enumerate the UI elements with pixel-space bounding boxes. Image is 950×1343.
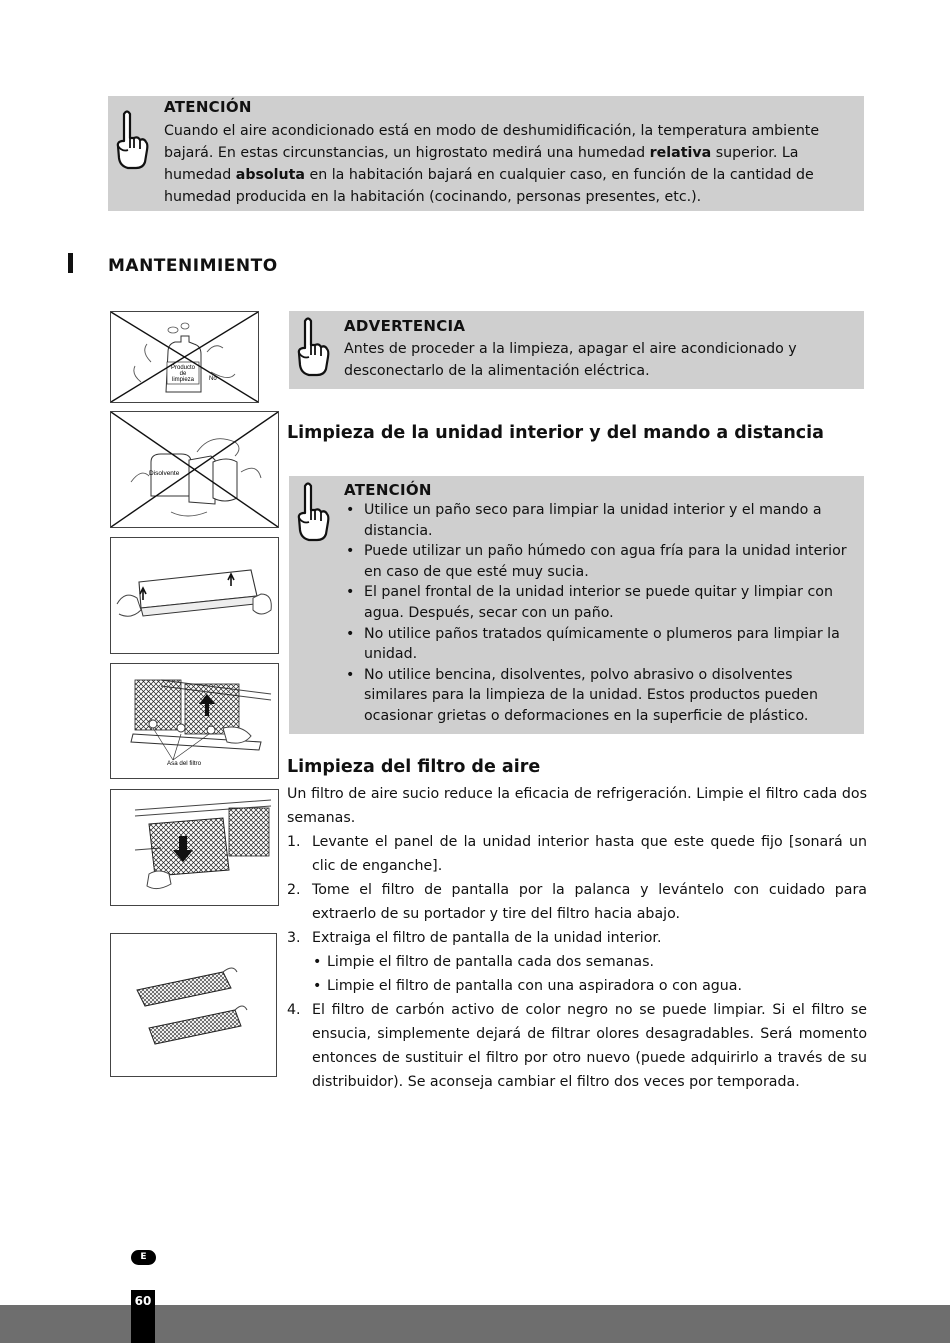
pointing-hand-icon [295, 315, 331, 381]
figure-pull-filter-down [110, 789, 279, 906]
warning-box [289, 311, 864, 389]
figure-filter-handle [110, 663, 279, 779]
steps-list [287, 998, 867, 1094]
list-item: • No utilice paños tratados químicamente o plumeros para limpiar la unidad. [344, 624, 854, 665]
substep-item: • Limpie el filtro de pantalla cada dos semanas. [287, 950, 867, 974]
list-item: • Puede utilizar un paño húmedo con agua fría para la unidad interior en caso de que esté muy sucia. [344, 541, 854, 582]
list-item: • El panel frontal de la unidad interior se puede quitar y limpiar con agua. Después, secar con un paño. [344, 582, 854, 623]
attention-bold-absolute: absoluta [235, 167, 305, 183]
list-item: • Utilice un paño seco para limpiar la unidad interior y el mando a distancia. [344, 500, 854, 541]
attention-title: ATENCIÓN [344, 481, 432, 499]
step-number: 2. [287, 882, 301, 898]
figure-label: Asa del filtro [167, 760, 202, 767]
language-badge: E [131, 1250, 156, 1265]
figure-illustration [111, 934, 276, 1076]
step-number: 3. [287, 930, 301, 946]
step-text: El filtro de carbón activo de color negro no se puede limpiar. Si el filtro se ensucia, simplemente dejará de filtrar olores desagradables. Será momento entonces de sustituir el filtro por otro nuevo (puede adquirirlo a través de su distribuidor). Se aconseja cambiar el filtro dos veces por temporada. [312, 1002, 867, 1090]
step-number: 1. [287, 834, 301, 850]
page-number: 60 [134, 1294, 152, 1308]
step-item [287, 878, 867, 926]
steps-list [287, 830, 867, 950]
step-number: 4. [287, 1002, 301, 1018]
figure-label: limpieza [171, 377, 195, 383]
substep-item: • Limpie el filtro de pantalla con una aspiradora o con agua. [287, 974, 867, 998]
step-item [287, 998, 867, 1094]
section-marker [68, 253, 73, 273]
warning-title: ADVERTENCIA [344, 317, 466, 335]
subsection-title-air-filter: Limpieza del filtro de aire [287, 757, 541, 777]
figure-filter-cleaning [110, 933, 277, 1077]
figure-illustration [111, 412, 278, 527]
figure-no-solvent [110, 411, 279, 528]
pointing-hand-icon [295, 480, 331, 546]
step-item [287, 830, 867, 878]
figure-illustration [111, 312, 258, 402]
figure-illustration [111, 538, 278, 653]
attention-title: ATENCIÓN [164, 98, 252, 116]
figure-illustration [111, 664, 278, 778]
intro-paragraph: Un filtro de aire sucio reduce la eficacia de refrigeración. Limpie el filtro cada dos semanas. [287, 786, 867, 826]
subsection-title-indoor-unit: Limpieza de la unidad interior y del mando a distancia [287, 423, 824, 443]
attention-text-part: en la habitación bajará en cualquier caso, en función de la cantidad de humedad producida en la habitación (cocinando, personas presentes, etc.). [164, 167, 814, 205]
attention-text-part: superior. La humedad [164, 145, 799, 183]
attention-box-dehumidification [108, 96, 864, 211]
step-item [287, 926, 867, 950]
attention-bold-relative: relativa [649, 145, 712, 161]
figure-illustration [111, 790, 278, 905]
section-title: MANTENIMIENTO [108, 256, 278, 276]
attention-list [344, 500, 854, 727]
attention-text [164, 120, 854, 208]
figure-label: de [179, 371, 187, 377]
step-text: Tome el filtro de pantalla por la palanca y levántelo con cuidado para extraerlo de su portador y tire del filtro hacia abajo. [312, 882, 867, 922]
attention-text-part: Cuando el aire acondicionado está en modo de deshumidificación, la temperatura ambiente bajará. En estas circunstancias, un higrostato medirá una humedad [164, 123, 820, 161]
figure-label: Disolvente [149, 470, 180, 477]
warning-text: Antes de proceder a la limpieza, apagar el aire acondicionado y desconectarlo de la alimentación eléctrica. [344, 341, 797, 379]
attention-box-cleaning [289, 476, 864, 734]
figure-label: No [209, 376, 217, 382]
air-filter-instructions [287, 782, 867, 1094]
figure-no-cleaning-product [110, 311, 259, 403]
figure-label: Producto [170, 365, 196, 371]
pointing-hand-icon [114, 108, 150, 174]
step-text: Levante el panel de la unidad interior hasta que este quede fijo [sonará un clic de enganche]. [312, 834, 867, 874]
step-text: Extraiga el filtro de pantalla de la unidad interior. [312, 930, 662, 946]
list-item: • No utilice bencina, disolventes, polvo abrasivo o disolventes similares para la limpieza de la unidad. Estos productos pueden ocasionar grietas o deformaciones en la superficie de plástico. [344, 665, 854, 727]
figure-lift-front-panel [110, 537, 279, 654]
